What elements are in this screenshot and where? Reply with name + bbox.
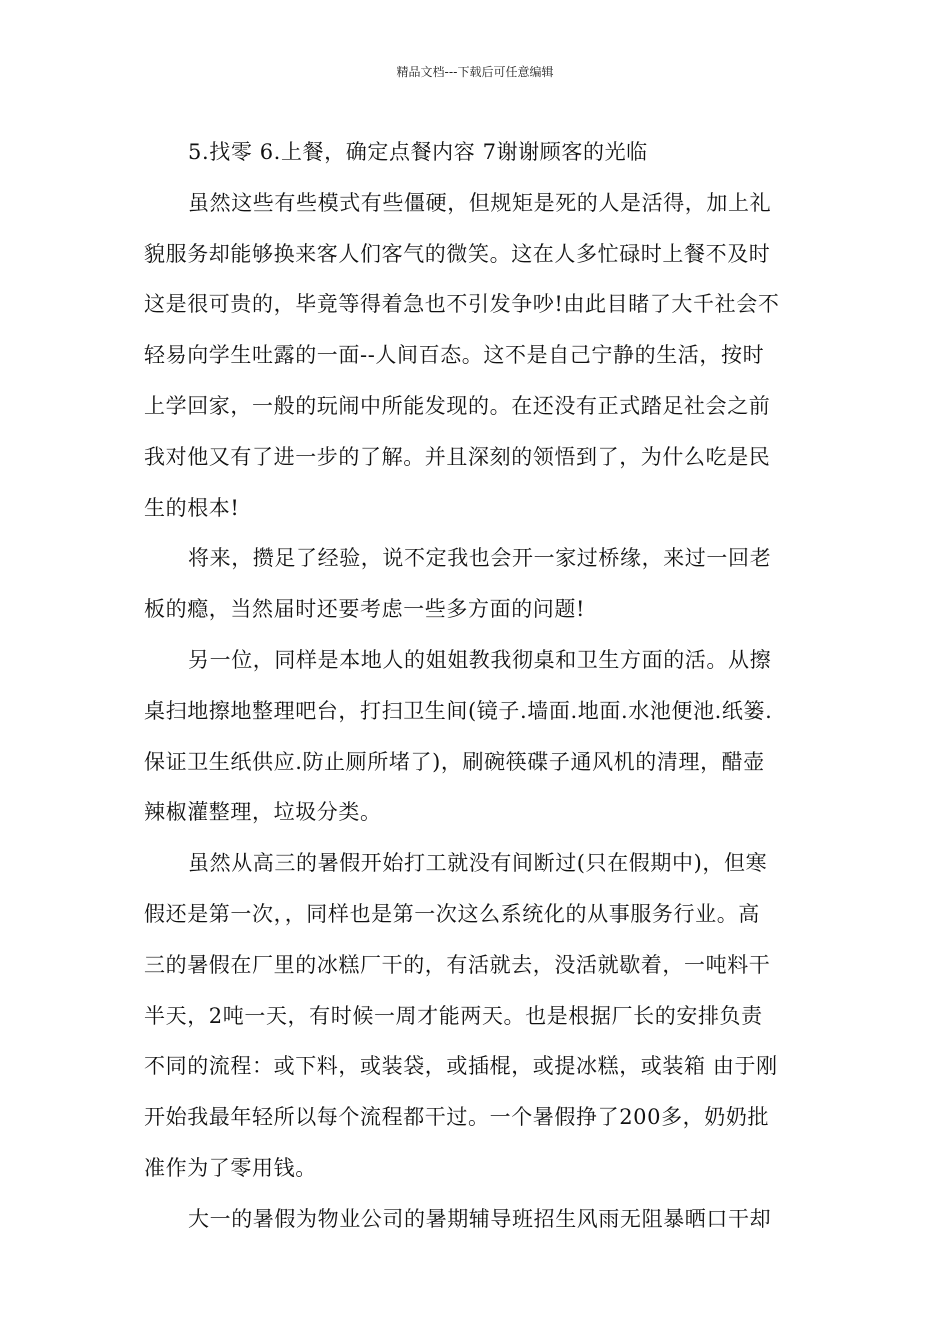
text-line: 不同的流程：或下料，或装袋，或插棍，或提冰糕，或装箱 由于刚 (144, 1054, 778, 1079)
text-line: 这是很可贵的，毕竟等得着急也不引发争吵!由此目睹了大千社会不 (144, 292, 780, 317)
text-line: 桌扫地擦地整理吧台，打扫卫生间(镜子.墙面.地面.水池便池.纸篓. (144, 698, 773, 723)
text-line: 另一位，同样是本地人的姐姐教我彻桌和卫生方面的活。从擦 (188, 647, 772, 672)
text-line: 大一的暑假为物业公司的暑期辅导班招生风雨无阻暴晒口干却 (188, 1206, 772, 1231)
text-line: 轻易向学生吐露的一面--人间百态。这不是自己宁静的生活，按时 (144, 343, 765, 368)
text-line: 5.找零 6.上餐，确定点餐内容 7谢谢顾客的光临 (188, 140, 648, 164)
text-line: 貌服务却能够换来客人们客气的微笑。这在人多忙碌时上餐不及时 (144, 241, 771, 266)
text-line: 保证卫生纸供应.防止厕所堵了)，刷碗筷碟子通风机的清理，醋壶 (144, 749, 765, 774)
text-line: 半天，2吨一天，有时候一周才能两天。也是根据厂长的安排负责 (144, 1003, 763, 1028)
text-line: 假还是第一次，，同样也是第一次这么系统化的从事服务行业。高 (144, 901, 760, 926)
text-line: 我对他又有了进一步的了解。并且深刻的领悟到了，为什么吃是民 (144, 444, 771, 469)
text-line: 三的暑假在厂里的冰糕厂干的，有活就去，没活就歇着，一吨料干 (144, 952, 771, 977)
text-line: 上学回家，一般的玩闹中所能发现的。在还没有正式踏足社会之前 (144, 393, 771, 418)
page-header: 精品文档---下载后可任意编辑 (396, 65, 554, 79)
text-line: 虽然从高三的暑假开始打工就没有间断过(只在假期中)，但寒 (188, 851, 768, 876)
text-line: 准作为了零用钱。 (144, 1155, 317, 1180)
document-body (144, 134, 808, 1252)
text-line: 板的瘾，当然届时还要考虑一些多方面的问题! (144, 597, 586, 622)
text-line: 将来，攒足了经验，说不定我也会开一家过桥缘，来过一回老 (188, 546, 772, 571)
text-line: 辣椒灌整理，垃圾分类。 (144, 800, 382, 825)
text-line: 虽然这些有些模式有些僵硬，但规矩是死的人是活得，加上礼 (188, 190, 772, 215)
text-line: 开始我最年轻所以每个流程都干过。一个暑假挣了200多，奶奶批 (144, 1105, 770, 1130)
text-line: 生的根本! (144, 495, 240, 520)
